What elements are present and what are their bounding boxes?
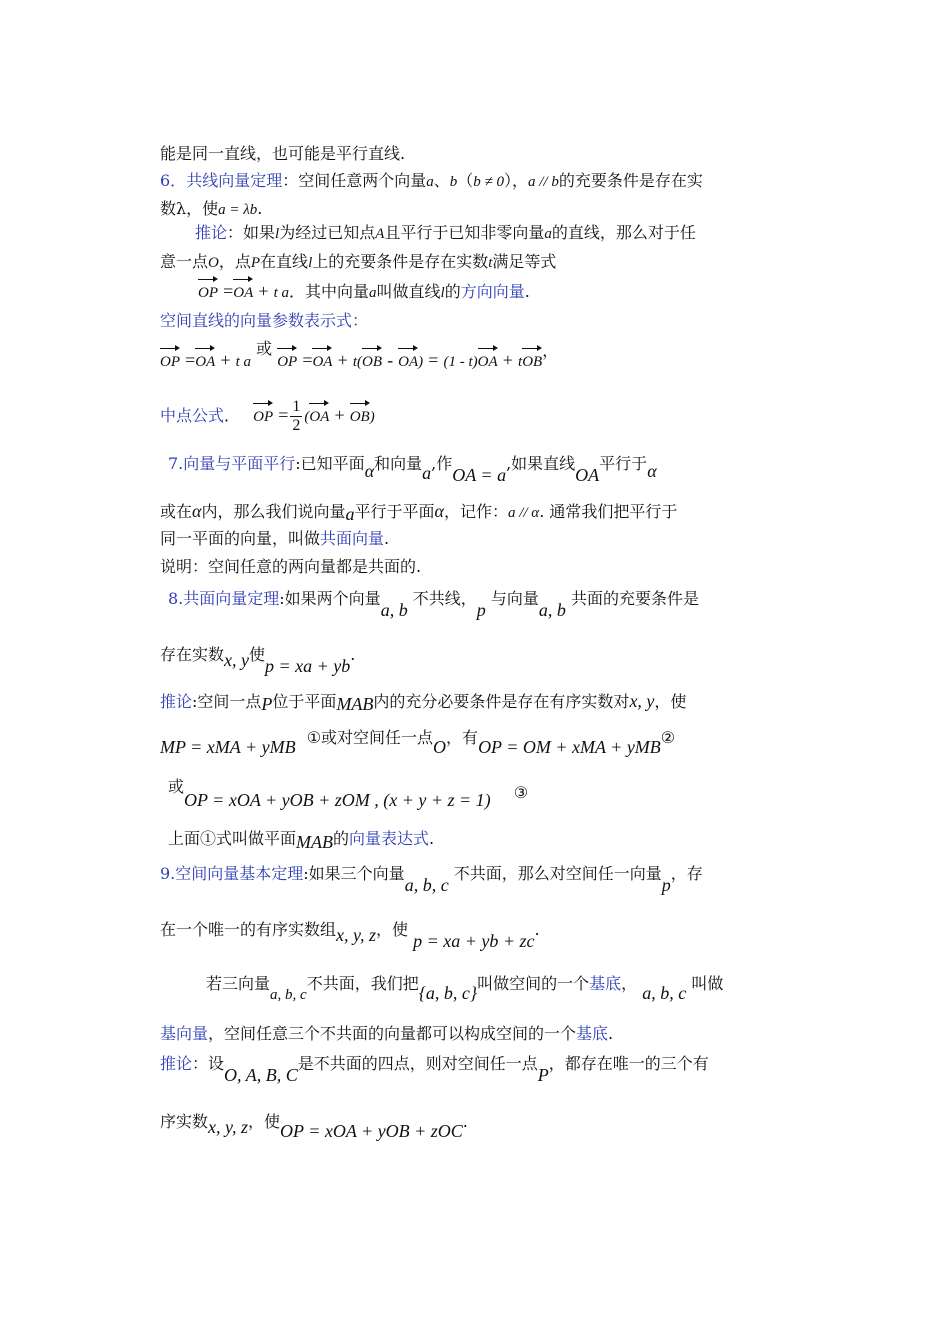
- text: 意一点: [160, 252, 209, 271]
- math-p: p: [661, 875, 671, 895]
- text: 满足等式: [492, 252, 557, 271]
- text: .: [608, 1024, 614, 1043]
- plus-sign: +: [258, 281, 269, 301]
- text: ①或对空间任一点: [306, 728, 434, 747]
- text: 存在实数: [160, 645, 225, 664]
- vector-OB: OB: [522, 351, 542, 373]
- term-basis: 基底: [576, 1024, 609, 1043]
- text: （: [457, 171, 474, 190]
- text: 平行于平面: [354, 502, 435, 521]
- math-alpha: α: [364, 461, 375, 481]
- circled-3: ③: [513, 783, 529, 802]
- section-number: 8.: [168, 589, 184, 608]
- corollary-title: 推论: [160, 1054, 193, 1073]
- section-7-line-2: [160, 500, 677, 524]
- term-basis: 基底: [589, 974, 622, 993]
- math-l: l: [308, 255, 313, 271]
- vector-OP: OP: [198, 282, 218, 304]
- text: ，有: [446, 728, 479, 747]
- math-a: a: [369, 285, 377, 301]
- text: 上的充要条件是存在实数: [312, 252, 489, 271]
- math-p: p: [476, 600, 486, 620]
- math-a-b-c: a, b, c: [404, 875, 449, 895]
- plus-sign: +: [502, 350, 513, 370]
- term-basis-vectors: 基向量: [160, 1024, 209, 1043]
- math-ta: t a: [273, 285, 290, 301]
- math-l: l: [440, 285, 445, 301]
- equals-sign: =: [278, 405, 289, 425]
- math-alpha: α: [434, 501, 444, 521]
- section-6-line-2: [160, 198, 262, 221]
- math-t: t: [488, 255, 493, 271]
- section-9-line-2: [160, 918, 540, 951]
- section-9-line-1: [160, 862, 703, 895]
- math-O: O: [433, 737, 447, 757]
- text: 的充要条件是存在实: [558, 171, 703, 190]
- text: 序实数: [160, 1112, 209, 1131]
- text: .: [524, 282, 530, 301]
- section-number: 7.: [168, 454, 184, 473]
- section-7-note: 说明：空间任意的两向量都是共面的.: [160, 557, 422, 576]
- text-line: 能是同一直线，也可能是平行直线.: [160, 144, 406, 163]
- text: 内，那么我们说向量: [201, 502, 346, 521]
- math-a-b-c: a, b, c: [642, 983, 687, 1003]
- math-a: a: [345, 504, 355, 524]
- math-A: A: [375, 226, 385, 242]
- math-OP-xyz: OP = xOA + yOB + zOM , (x + y + z = 1): [184, 790, 491, 810]
- equals-sign: =: [428, 350, 439, 370]
- text: 与向量: [490, 589, 539, 608]
- text: :已知平面: [295, 454, 365, 473]
- text: ．: [224, 406, 241, 425]
- corollary-title: 推论: [160, 692, 193, 711]
- section-9-line-4: [160, 1023, 613, 1045]
- theorem-title: 共线向量定理: [186, 171, 283, 190]
- text: 叫做空间的一个: [477, 974, 590, 993]
- theorem-title: 向量与平面平行: [183, 454, 296, 473]
- plus-sign: +: [337, 350, 348, 370]
- fraction-numerator: 1: [292, 398, 301, 415]
- vector-OP: OP: [277, 351, 297, 373]
- math-a: a: [422, 463, 432, 483]
- text: ，使: [376, 920, 409, 939]
- text: 内的充分必要条件是存在有序实数对: [373, 692, 630, 711]
- corollary-6-line-2: [160, 251, 556, 274]
- math-a-par-alpha: a // α: [507, 505, 540, 521]
- text: 且平行于已知非零向量: [384, 223, 545, 242]
- corollary-8-line-4: [168, 827, 434, 850]
- text: 为经过已知点: [279, 223, 376, 242]
- corollary-8-line-2: [160, 728, 676, 759]
- text: ，记作：: [443, 502, 508, 521]
- math-MP-eq: MP = xMA + yMB: [160, 737, 296, 757]
- text: 上面①式叫做平面: [168, 829, 297, 848]
- math-OA: OA: [575, 465, 600, 485]
- math-a-b: a, b: [380, 600, 408, 620]
- text: ：如果: [227, 223, 276, 242]
- math-ta: t a: [235, 354, 252, 370]
- section-7-line-3: [160, 528, 389, 550]
- equals-sign: =: [302, 350, 313, 370]
- parametric-title: 空间直线的向量参数表示式：: [160, 311, 369, 330]
- text: .: [462, 1112, 468, 1131]
- math-x-y-z: x, y, z: [208, 1117, 249, 1137]
- math-set-abc: {a, b, c}: [418, 983, 478, 1003]
- text: ：设: [192, 1054, 225, 1073]
- text: 叫做直线: [376, 282, 441, 301]
- text: 在一个唯一的有序实数组: [160, 920, 337, 939]
- text: ,作: [431, 454, 453, 473]
- text: ，: [621, 974, 638, 993]
- vector-OA: OA: [398, 351, 418, 373]
- text: 或: [168, 777, 185, 796]
- math-a: a: [544, 226, 552, 242]
- corollary-title: 推论: [195, 223, 228, 242]
- text: .: [534, 920, 540, 939]
- text: 不共面，我们把: [306, 974, 419, 993]
- text: ，存: [670, 864, 703, 883]
- text: 同一平面的向量，叫做: [160, 529, 321, 548]
- section-7-line-1: [168, 452, 657, 485]
- text: 是不共面的四点，则对空间任一点: [297, 1054, 538, 1073]
- midpoint-formula: 中点公式． OP = $\frac{1}{2}$ (OA + OB): [160, 398, 375, 434]
- vector-OB: OB: [362, 351, 382, 373]
- corollary-9-line-1: [160, 1052, 709, 1085]
- math-P: P: [537, 1065, 549, 1085]
- vector-OA: OA: [233, 282, 253, 304]
- math-OP-eq-OM: OP = OM + xMA + yMB: [478, 737, 661, 757]
- vector-OP: OP: [253, 406, 273, 428]
- math-a-b: a, b: [538, 600, 566, 620]
- math-MAB: MAB: [336, 694, 374, 714]
- math-x-y-z: x, y, z: [336, 925, 377, 945]
- text: ，都存在唯一的三个有: [548, 1054, 709, 1073]
- section-8-line-2: [160, 643, 356, 676]
- text: 的: [333, 829, 350, 848]
- math-MAB: MAB: [296, 832, 333, 852]
- vector-OA: OA: [478, 351, 498, 373]
- text: ），: [503, 171, 528, 190]
- math-b: b: [449, 174, 458, 190]
- equals-sign: =: [223, 281, 234, 301]
- math-OA-eq-a: OA = a: [452, 465, 507, 485]
- math-p-xyz: p = xa + yb + zc: [413, 931, 535, 951]
- term-vector-expression: 向量表达式: [349, 829, 430, 848]
- text: :如果两个向量: [279, 589, 381, 608]
- math-a-eq-lambda-b: a = λb: [218, 202, 258, 218]
- math-a-par-b: a // b: [528, 174, 559, 190]
- term-coplanar-vectors: 共面向量: [320, 529, 385, 548]
- vector-OP: OP: [160, 351, 180, 373]
- math-p-xa-yb: p = xa + yb: [265, 656, 351, 676]
- text: ．其中向量: [289, 282, 370, 301]
- midpoint-title: 中点公式: [160, 406, 225, 425]
- math-alpha: α: [647, 461, 657, 481]
- plus-sign: +: [334, 405, 345, 425]
- or-text: 或: [256, 339, 273, 358]
- text: 的直线，那么对于任: [551, 223, 696, 242]
- text: 共面的充要条件是: [571, 589, 700, 608]
- minus-sign: -: [387, 350, 394, 370]
- parametric-formula: OP =OA + t a 或 OP =OA + t(OB - OA) = (1 - t)OA + tOB，: [160, 349, 558, 373]
- text: :空间一点: [192, 692, 262, 711]
- fraction-denominator: 2: [292, 417, 301, 434]
- section-number: 9.: [160, 864, 176, 883]
- text: 数λ，使: [160, 199, 219, 218]
- text: 叫做: [691, 974, 724, 993]
- text: .: [257, 199, 263, 218]
- plus-sign: +: [220, 350, 231, 370]
- text: 的: [444, 282, 461, 301]
- text: 平行于: [599, 454, 648, 473]
- text: 或在: [160, 502, 193, 521]
- text: 位于平面: [272, 692, 337, 711]
- corollary-8-line-1: [160, 690, 686, 713]
- text: ，使: [248, 1112, 281, 1131]
- math-a: a: [426, 174, 434, 190]
- fraction-one-half: [290, 398, 302, 435]
- theorem-title: 共面向量定理: [183, 589, 280, 608]
- text: ,如果直线: [506, 454, 576, 473]
- text: 若三向量: [206, 974, 271, 993]
- math-x-y: x, y: [629, 691, 655, 711]
- math-l: l: [275, 226, 280, 242]
- text: 在直线: [260, 252, 309, 271]
- section-number: 6．: [160, 171, 187, 190]
- vector-OA: OA: [309, 406, 329, 428]
- comma: ，: [542, 341, 559, 360]
- text: 使: [249, 645, 266, 664]
- text: ，空间任意三个不共面的向量都可以构成空间的一个: [208, 1024, 577, 1043]
- math-P: P: [261, 694, 273, 714]
- term-direction-vector: 方向向量: [460, 282, 525, 301]
- math-x-y: x, y: [224, 650, 249, 670]
- text: 不共面，那么对空间任一向量: [453, 864, 662, 883]
- math-alpha: α: [192, 501, 202, 521]
- theorem-title: 空间向量基本定理: [175, 864, 304, 883]
- text: 不共线，: [412, 589, 477, 608]
- text: .: [429, 829, 435, 848]
- circled-2: ②: [660, 728, 676, 747]
- vector-OA: OA: [312, 351, 332, 373]
- text: :如果三个向量: [303, 864, 405, 883]
- text: .: [384, 529, 390, 548]
- text: .: [350, 645, 356, 664]
- vector-OA: OA: [195, 351, 215, 373]
- math-O-A-B-C: O, A, B, C: [224, 1065, 298, 1085]
- math-O: O: [208, 255, 219, 271]
- math-b-ne-0: b ≠ 0: [473, 174, 504, 190]
- text: ，使: [654, 692, 687, 711]
- equals-sign: =: [185, 350, 196, 370]
- text: ，点: [218, 252, 251, 271]
- text: . 通常我们把平行于: [539, 502, 678, 521]
- corollary-6-line-1: [195, 222, 696, 245]
- math-a-b-c: a, b, c: [270, 987, 307, 1003]
- corollary-8-line-3: [168, 777, 529, 810]
- math-P: P: [250, 255, 261, 271]
- section-6-line-1: 6．共线向量定理：空间任意两个向量a、b（b ≠ 0），a // b的充要条件是存在实: [160, 171, 703, 190]
- vector-OB: OB: [350, 406, 370, 428]
- text: 和向量: [374, 454, 423, 473]
- corollary-6-line-3: [198, 280, 530, 304]
- section-8-line-1: [168, 587, 700, 620]
- section-9-line-3: [206, 972, 724, 1003]
- math-OP-xOA-yOB-zOC: OP = xOA + yOB + zOC: [280, 1121, 463, 1141]
- text: ：空间任意两个向量: [282, 171, 427, 190]
- corollary-9-line-2: [160, 1110, 468, 1141]
